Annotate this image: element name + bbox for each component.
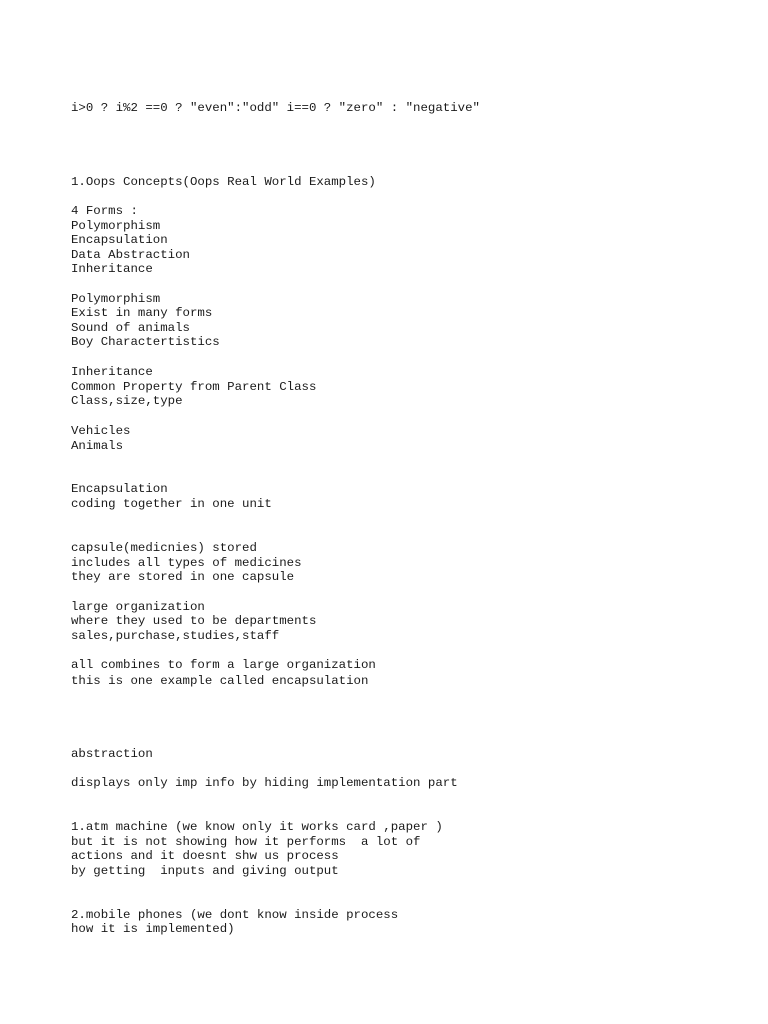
text-line: Encapsulation [71, 233, 168, 247]
text-line: Polymorphism [71, 292, 161, 306]
text-line: by getting inputs and giving output [71, 864, 339, 878]
section-heading-oops-concepts: 1.Oops Concepts(Oops Real World Examples) [71, 175, 376, 189]
text-line: displays only imp info by hiding implementation part [71, 776, 458, 790]
text-line: actions and it doesnt shw us process [71, 849, 339, 863]
text-line: Common Property from Parent Class [71, 380, 317, 394]
text-line: 1.atm machine (we know only it works card ,paper ) [71, 820, 443, 834]
text-line: they are stored in one capsule [71, 570, 295, 584]
text-line: Class,size,type [71, 394, 183, 408]
text-line: Encapsulation [71, 482, 168, 496]
text-line: abstraction [71, 747, 153, 761]
text-line: 2.mobile phones (we dont know inside process [71, 908, 399, 922]
text-line: Animals [71, 439, 124, 453]
text-line: sales,purchase,studies,staff [71, 629, 280, 643]
text-line: Inheritance [71, 262, 153, 276]
text-line: all combines to form a large organization [71, 658, 376, 672]
text-line: how it is implemented) [71, 922, 235, 936]
text-line: where they used to be departments [71, 614, 317, 628]
text-line: this is one example called encapsulation [71, 674, 369, 688]
text-line: Sound of animals [71, 321, 190, 335]
text-line: includes all types of medicines [71, 556, 302, 570]
text-line: Polymorphism [71, 219, 161, 233]
text-line: coding together in one unit [71, 497, 272, 511]
ternary-expression-line: i>0 ? i%2 ==0 ? "even":"odd" i==0 ? "zero" : "negative" [71, 101, 480, 115]
text-line: capsule(medicnies) stored [71, 541, 257, 555]
text-line: Inheritance [71, 365, 153, 379]
text-line: Data Abstraction [71, 248, 190, 262]
text-line: Boy Charactertistics [71, 335, 220, 349]
text-line: Exist in many forms [71, 306, 213, 320]
text-line: Vehicles [71, 424, 131, 438]
text-line: but it is not showing how it performs a lot of [71, 835, 421, 849]
text-line: 4 Forms : [71, 204, 138, 218]
text-line: large organization [71, 600, 205, 614]
